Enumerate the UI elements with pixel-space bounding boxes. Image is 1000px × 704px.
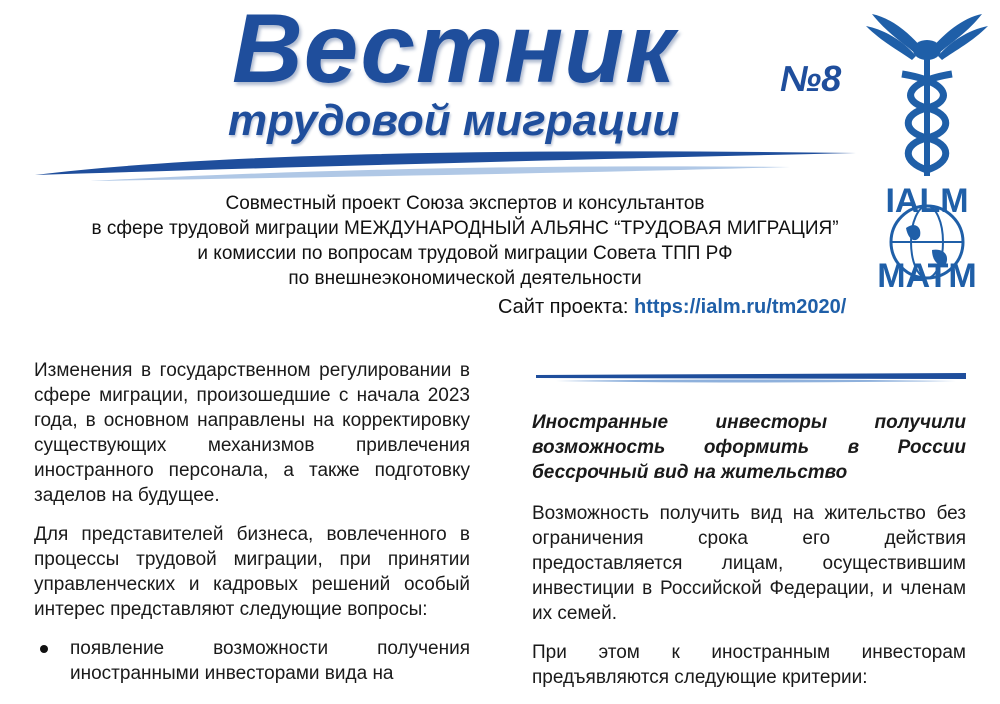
logo-text-top: IALM [885,182,969,220]
article-heading: Иностранные инвесторы получили возможность оформить в России бессрочный вид на жительство [532,412,966,483]
project-line-2: в сфере трудовой миграции МЕЖДУНАРОДНЫЙ АЛЬЯНС “ТРУДОВАЯ МИГРАЦИЯ” [91,218,839,239]
left-column [34,358,470,686]
header-swoosh-decoration [30,145,860,187]
list-item-text: появление возможности получения иностранными инвесторами вида на [70,638,470,684]
intro-paragraph: Изменения в государственном регулировании в сфере миграции, произошедшие с начала 2023 года, в основном направлены на корректировку существующих механизмов привлечения иностранного персонала, а также подготовку заделов на будущее. [34,360,470,506]
list-item [70,636,470,686]
right-column [532,410,966,704]
project-site-label: Сайт проекта: [498,296,635,318]
issue-number: №8 [780,58,842,99]
project-site [498,296,846,319]
project-site-link[interactable]: https://ialm.ru/tm2020/ [634,296,847,318]
bullet-icon [40,645,48,653]
project-line-3: и комиссии по вопросам трудовой миграции Совета ТПП РФ [197,243,733,264]
article-paragraph-1: Возможность получить вид на жительство без ограничения срока его действия предоставляется лицам, осуществившим инвестиции в Российской Федерации, и членам их семей. [532,503,966,624]
issues-paragraph: Для представителей бизнеса, вовлеченного в процессы трудовой миграции, при принятии управленческих и кадровых решений особый интерес представляют следующие вопросы: [34,524,470,620]
logo-text-bottom: MATM [877,257,977,294]
newsletter-title: Вестник [232,0,676,103]
newsletter-subtitle: трудовой миграции [228,96,680,145]
project-line-4: по внешнеэкономической деятельности [288,268,642,289]
section-divider [536,370,966,384]
issues-list [34,636,470,686]
caduceus-wings-icon [866,14,988,176]
project-line-1: Совместный проект Союза экспертов и консультантов [225,193,705,214]
article-paragraph-2: При этом к иностранным инвесторам предъявляются следующие критерии: [532,642,966,688]
